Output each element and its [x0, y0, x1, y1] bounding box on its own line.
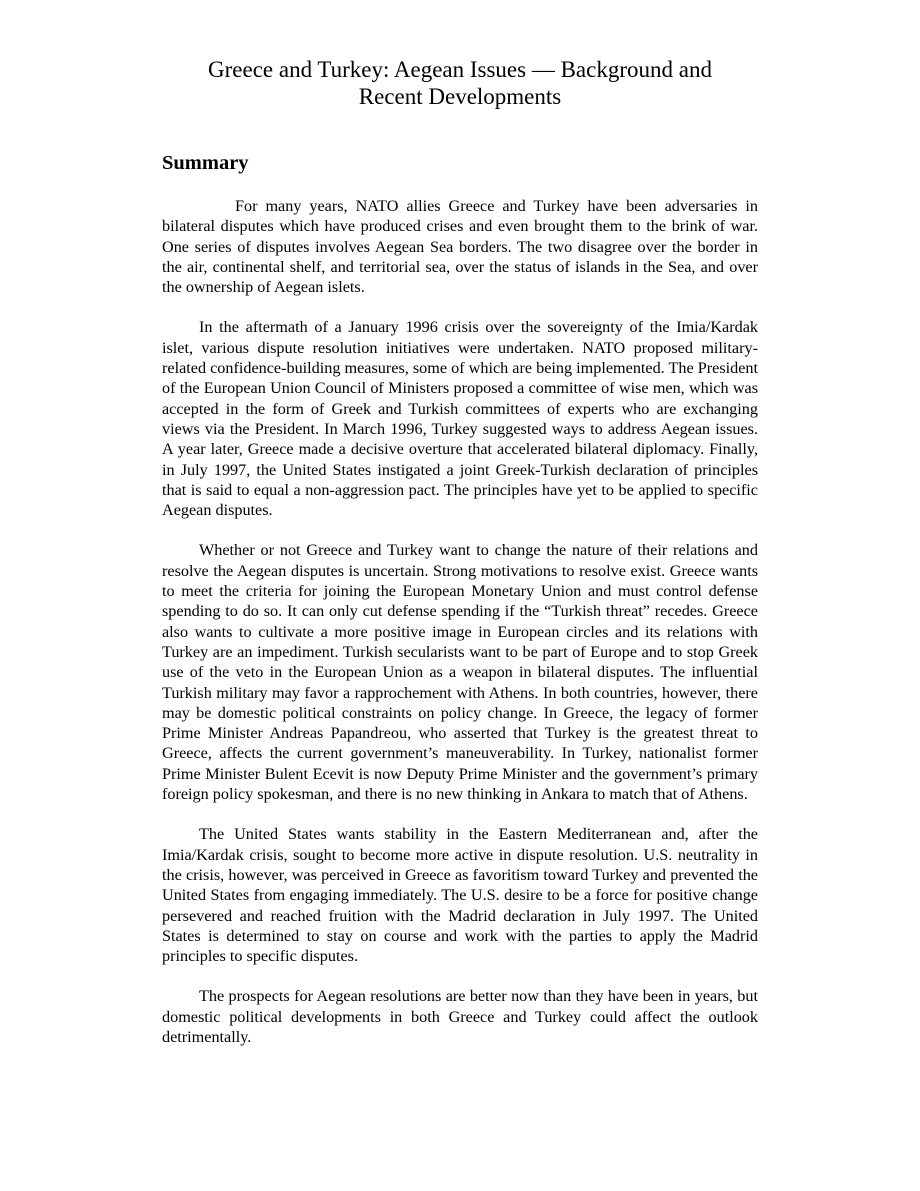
paragraph-3: Whether or not Greece and Turkey want to change the nature of their relations and resolve the Aegean disputes is uncertain. Strong motivations to resolve exist. Greece wants to meet the criteria for joining the European Monetary Union and must control defense spending to do so. It can only cut defense spending if the “Turkish threat” recedes. Greece also wants to cultivate a more positive image in European circles and its relations with Turkey are an impediment. Turkish secularists want to be part of Europe and to stop Greek use of the veto in the European Union as a weapon in bilateral disputes. The influential Turkish military may favor a rapprochement with Athens. In both countries, however, there may be domestic political constraints on policy change. In Greece, the legacy of former Prime Minister Andreas Papandreou, who asserted that Turkey is the greatest threat to Greece, affects the current government’s maneuverability. In Turkey, nationalist former Prime Minister Bulent Ecevit is now Deputy Prime Minister and the government’s primary foreign policy spokesman, and there is no new thinking in Ankara to match that of Athens. — [162, 541, 758, 804]
title-line-2: Recent Developments — [358, 84, 562, 109]
title-line-1: Greece and Turkey: Aegean Issues — Background and — [208, 57, 712, 82]
paragraph-1: For many years, NATO allies Greece and Turkey have been adversaries in bilateral disputes which have produced crises and even brought them to the brink of war. One series of disputes involves Aegean Sea borders. The two disagree over the border in the air, continental shelf, and territorial sea, over the status of islands in the Sea, and over the ownership of Aegean islets. — [162, 197, 758, 297]
document-title — [0, 56, 920, 110]
paragraph-2: In the aftermath of a January 1996 crisis over the sovereignty of the Imia/Kardak islet, various dispute resolution initiatives were undertaken. NATO proposed military-related confidence-building measures, some of which are being implemented. The President of the European Union Council of Ministers proposed a committee of wise men, which was accepted in the form of Greek and Turkish committees of experts who are exchanging views via the President. In March 1996, Turkey suggested ways to address Aegean issues. A year later, Greece made a decisive overture that accelerated bilateral diplomacy. Finally, in July 1997, the United States instigated a joint Greek-Turkish declaration of principles that is said to equal a non-aggression pact. The principles have yet to be applied to specific Aegean disputes. — [162, 318, 758, 520]
paragraph-4: The United States wants stability in the Eastern Mediterranean and, after the Imia/Kardak crisis, sought to become more active in dispute resolution. U.S. neutrality in the crisis, however, was perceived in Greece as favoritism toward Turkey and prevented the United States from engaging immediately. The U.S. desire to be a force for positive change persevered and reached fruition with the Madrid declaration in July 1997. The United States is determined to stay on course and work with the parties to apply the Madrid principles to specific disputes. — [162, 825, 758, 966]
section-heading-summary: Summary — [162, 152, 249, 174]
paragraph-5: The prospects for Aegean resolutions are better now than they have been in years, but domestic political developments in both Greece and Turkey could affect the outlook detrimentally. — [162, 987, 758, 1046]
summary-body — [162, 196, 758, 1067]
